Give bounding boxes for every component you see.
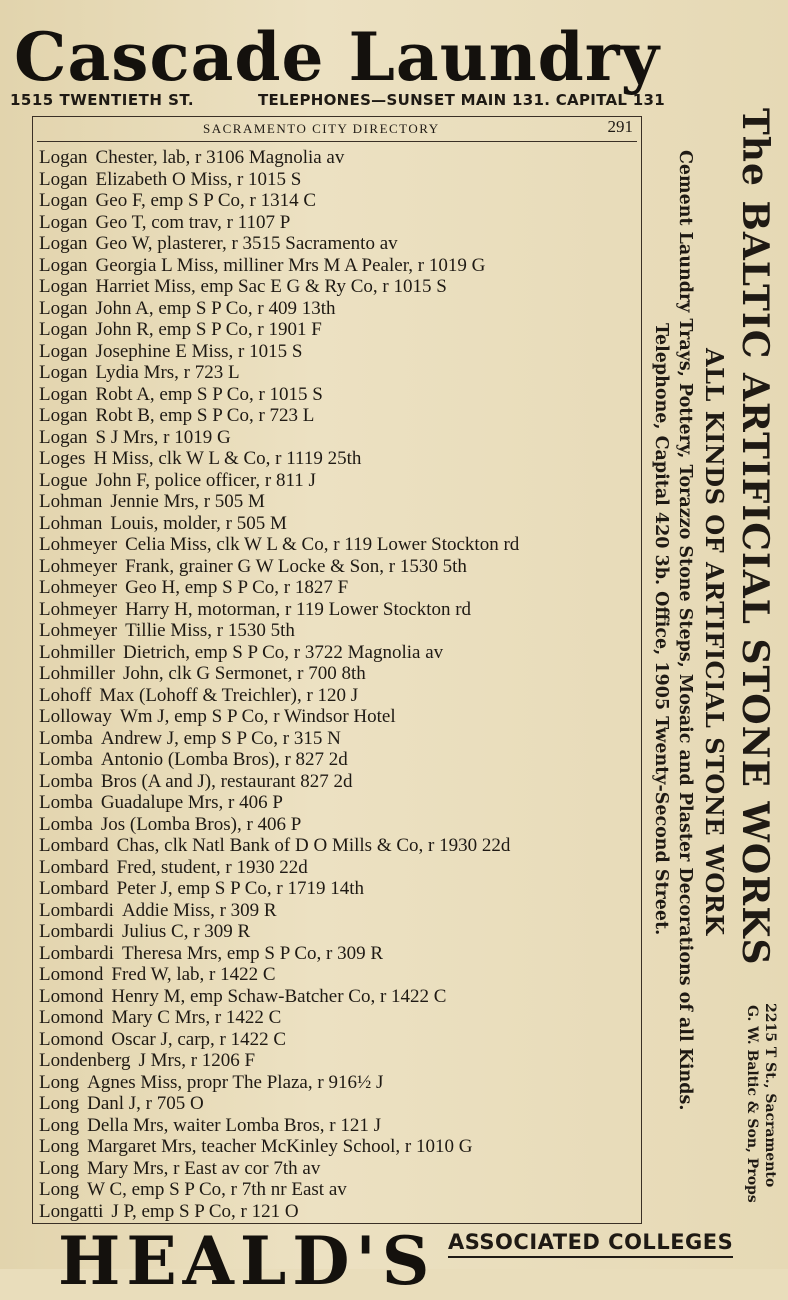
directory-entry <box>39 405 639 427</box>
directory-entry <box>39 921 639 943</box>
entry-details: Chas, clk Natl Bank of D O Mills & Co, r 1930 22d <box>116 835 511 856</box>
entry-surname: Logan <box>39 383 88 405</box>
directory-entry <box>39 384 639 406</box>
entry-surname: Lohmeyer <box>39 620 118 641</box>
entry-details: Robt A, emp S P Co, r 1015 S <box>95 383 323 405</box>
entry-surname: Lohoff <box>39 684 92 706</box>
entry-details: Jennie Mrs, r 505 M <box>110 491 265 512</box>
directory-entry <box>39 1007 639 1029</box>
side-ad-title: The BALTIC ARTIFICIAL STONE WORKS <box>734 108 776 966</box>
entry-details: Celia Miss, clk W L & Co, r 119 Lower Stockton rd <box>125 534 520 555</box>
entry-details: Max (Lohoff & Treichler), r 120 J <box>99 684 359 706</box>
entry-surname: Lomba <box>39 749 93 770</box>
directory-entry <box>39 1115 639 1137</box>
side-ad-description-2: Telephone, Capital 420 3b. Office, 1905 Twenty-Second Street. <box>651 323 671 936</box>
directory-entry <box>39 169 639 191</box>
entry-details: Lydia Mrs, r 723 L <box>95 362 240 383</box>
entry-surname: Lohmeyer <box>39 577 118 598</box>
directory-entry <box>39 255 639 277</box>
side-ad-subtitle: ALL KINDS OF ARTIFICIAL STONE WORK <box>700 348 729 936</box>
ad-phones: TELEPHONES—SUNSET MAIN 131. CAPITAL 131 <box>258 91 666 109</box>
directory-entry <box>39 620 639 642</box>
entry-surname: Lomond <box>39 1028 104 1050</box>
entry-surname: Londenberg <box>39 1050 131 1071</box>
entry-details: Josephine E Miss, r 1015 S <box>95 340 303 362</box>
entry-details: Mary Mrs, r East av cor 7th av <box>87 1157 321 1179</box>
directory-entry <box>39 835 639 857</box>
directory-entry <box>39 986 639 1008</box>
entry-surname: Longatti <box>39 1200 104 1222</box>
entry-surname: Long <box>39 1136 80 1157</box>
entry-surname: Lohmeyer <box>39 598 118 620</box>
directory-entry <box>39 642 639 664</box>
entry-surname: Lolloway <box>39 706 112 727</box>
entry-details: Peter J, emp S P Co, r 1719 14th <box>116 878 365 899</box>
entry-details: John R, emp S P Co, r 1901 F <box>95 319 322 340</box>
entry-surname: Long <box>39 1093 80 1114</box>
entry-surname: Lohmiller <box>39 663 115 684</box>
entry-list <box>39 147 639 1222</box>
directory-entry <box>39 448 639 470</box>
entry-details: Theresa Mrs, emp S P Co, r 309 R <box>121 942 383 964</box>
directory-entry <box>39 362 639 384</box>
entry-surname: Logan <box>39 319 88 340</box>
entry-details: J P, emp S P Co, r 121 O <box>111 1200 299 1222</box>
entry-surname: Lomond <box>39 964 104 985</box>
directory-entry <box>39 212 639 234</box>
entry-surname: Logan <box>39 168 88 190</box>
entry-surname: Lomond <box>39 1007 104 1028</box>
entry-details: Danl J, r 705 O <box>87 1093 204 1114</box>
entry-surname: Lomba <box>39 727 93 749</box>
entry-details: Wm J, emp S P Co, r Windsor Hotel <box>119 706 396 727</box>
directory-entry <box>39 1029 639 1051</box>
entry-surname: Logan <box>39 211 88 233</box>
directory-entry <box>39 943 639 965</box>
directory-entry <box>39 900 639 922</box>
entry-details: Geo W, plasterer, r 3515 Sacramento av <box>95 233 398 254</box>
entry-details: Geo H, emp S P Co, r 1827 F <box>125 577 349 598</box>
entry-surname: Long <box>39 1179 80 1200</box>
entry-surname: Lombardi <box>39 921 114 942</box>
entry-details: Louis, molder, r 505 M <box>110 512 287 534</box>
entry-details: Oscar J, carp, r 1422 C <box>111 1028 287 1050</box>
directory-entry <box>39 1072 639 1094</box>
directory-entry <box>39 964 639 986</box>
entry-details: Robt B, emp S P Co, r 723 L <box>95 405 315 426</box>
entry-details: Georgia L Miss, milliner Mrs M A Pealer, r 1019 G <box>95 254 486 276</box>
entry-details: Mary C Mrs, r 1422 C <box>111 1007 282 1028</box>
directory-entry <box>39 706 639 728</box>
header-rule <box>37 141 637 142</box>
entry-details: Harry H, motorman, r 119 Lower Stockton rd <box>125 598 472 620</box>
ad-address: 1515 TWENTIETH ST. <box>10 91 195 109</box>
directory-entry <box>39 147 639 169</box>
entry-surname: Lomba <box>39 770 93 792</box>
healds-ad <box>0 1222 788 1300</box>
directory-entry <box>39 1093 639 1115</box>
baltic-stone-works-ad <box>648 108 788 1238</box>
directory-entry <box>39 190 639 212</box>
directory-entry <box>39 685 639 707</box>
directory-entry <box>39 341 639 363</box>
directory-header: SACRAMENTO CITY DIRECTORY <box>203 121 440 136</box>
directory-entry <box>39 1201 639 1223</box>
entry-details: Addie Miss, r 309 R <box>121 899 277 921</box>
entry-details: Geo F, emp S P Co, r 1314 C <box>95 190 317 211</box>
directory-entry <box>39 1050 639 1072</box>
page-number: 291 <box>607 117 633 136</box>
entry-details: J Mrs, r 1206 F <box>138 1050 256 1071</box>
entry-surname: Logan <box>39 276 88 297</box>
entry-surname: Logan <box>39 233 88 254</box>
entry-details: Chester, lab, r 3106 Magnolia av <box>95 147 345 168</box>
entry-details: Jos (Lomba Bros), r 406 P <box>100 813 302 835</box>
entry-surname: Long <box>39 1114 80 1136</box>
entry-details: John A, emp S P Co, r 409 13th <box>95 297 336 319</box>
entry-surname: Logan <box>39 147 88 168</box>
entry-surname: Logan <box>39 405 88 426</box>
directory-entry <box>39 470 639 492</box>
entry-details: Harriet Miss, emp Sac E G & Ry Co, r 1015 S <box>95 276 447 297</box>
directory-entry <box>39 1179 639 1201</box>
entry-surname: Long <box>39 1157 80 1179</box>
entry-surname: Lohmiller <box>39 641 115 663</box>
entry-surname: Logue <box>39 469 88 491</box>
entry-surname: Lohman <box>39 512 103 534</box>
entry-details: Julius C, r 309 R <box>121 921 251 942</box>
directory-entry <box>39 1158 639 1180</box>
side-ad-proprietors: G. W. Baltic & Son, Props <box>744 1005 760 1203</box>
directory-entry <box>39 276 639 298</box>
entry-details: Dietrich, emp S P Co, r 3722 Magnolia av <box>122 641 444 663</box>
entry-details: Antonio (Lomba Bros), r 827 2d <box>100 749 348 770</box>
bottom-ad-brand: HEALD'S <box>58 1222 436 1300</box>
directory-entry <box>39 233 639 255</box>
entry-surname: Logan <box>39 297 88 319</box>
entry-surname: Lohmeyer <box>39 534 118 555</box>
entry-details: John, clk G Sermonet, r 700 8th <box>122 663 366 684</box>
entry-surname: Logan <box>39 340 88 362</box>
entry-surname: Lohmeyer <box>39 555 118 577</box>
entry-surname: Logan <box>39 362 88 383</box>
entry-surname: Loges <box>39 448 86 469</box>
directory-entry <box>39 599 639 621</box>
directory-entry <box>39 792 639 814</box>
directory-entry <box>39 427 639 449</box>
entry-surname: Lomba <box>39 813 93 835</box>
entry-details: Henry M, emp Schaw-Batcher Co, r 1422 C <box>111 985 447 1007</box>
side-ad-address: 2215 T St., Sacramento <box>762 1003 778 1188</box>
entry-details: Della Mrs, waiter Lomba Bros, r 121 J <box>87 1114 382 1136</box>
directory-entry <box>39 534 639 556</box>
directory-entry <box>39 298 639 320</box>
directory-entry <box>39 556 639 578</box>
entry-details: W C, emp S P Co, r 7th nr East av <box>87 1179 347 1200</box>
ad-title: Cascade Laundry <box>14 18 660 96</box>
directory-entry <box>39 663 639 685</box>
entry-surname: Lomba <box>39 792 93 813</box>
directory-entry <box>39 878 639 900</box>
directory-entry <box>39 749 639 771</box>
directory-entry <box>39 857 639 879</box>
cascade-laundry-ad <box>0 0 788 118</box>
entry-details: Geo T, com trav, r 1107 P <box>95 211 291 233</box>
directory-entry <box>39 1136 639 1158</box>
directory-entry <box>39 771 639 793</box>
entry-details: Bros (A and J), restaurant 827 2d <box>100 770 353 792</box>
entry-surname: Long <box>39 1071 80 1093</box>
entry-details: H Miss, clk W L & Co, r 1119 25th <box>93 448 362 469</box>
entry-details: John F, police officer, r 811 J <box>95 469 316 491</box>
entry-surname: Lombard <box>39 878 109 899</box>
entry-details: Agnes Miss, propr The Plaza, r 916½ J <box>87 1071 384 1093</box>
entry-surname: Lombard <box>39 835 109 856</box>
entry-details: Elizabeth O Miss, r 1015 S <box>95 168 302 190</box>
entry-details: Fred, student, r 1930 22d <box>116 856 308 878</box>
entry-details: S J Mrs, r 1019 G <box>95 426 231 448</box>
bottom-ad-subtitle: ASSOCIATED COLLEGES <box>448 1230 733 1258</box>
entry-surname: Lombardi <box>39 942 114 964</box>
entry-details: Tillie Miss, r 1530 5th <box>125 620 295 641</box>
side-ad-description-1: Cement Laundry Trays, Pottery, Torazzo Stone Steps, Mosaic and Plaster Decorations of all Kinds. <box>675 150 695 1111</box>
entry-surname: Lohman <box>39 491 103 512</box>
directory-entry <box>39 577 639 599</box>
entry-details: Fred W, lab, r 1422 C <box>111 964 276 985</box>
entry-details: Margaret Mrs, teacher McKinley School, r 1010 G <box>87 1136 473 1157</box>
entry-details: Frank, grainer G W Locke & Son, r 1530 5th <box>125 555 467 577</box>
entry-surname: Logan <box>39 426 88 448</box>
directory-entry <box>39 513 639 535</box>
directory-entry <box>39 491 639 513</box>
directory-entry <box>39 728 639 750</box>
directory-listing <box>32 116 642 1224</box>
entry-surname: Lombardi <box>39 899 114 921</box>
entry-surname: Lombard <box>39 856 109 878</box>
entry-details: Andrew J, emp S P Co, r 315 N <box>100 727 341 749</box>
entry-details: Guadalupe Mrs, r 406 P <box>100 792 283 813</box>
directory-entry <box>39 319 639 341</box>
entry-surname: Logan <box>39 254 88 276</box>
entry-surname: Logan <box>39 190 88 211</box>
directory-entry <box>39 814 639 836</box>
entry-surname: Lomond <box>39 985 104 1007</box>
